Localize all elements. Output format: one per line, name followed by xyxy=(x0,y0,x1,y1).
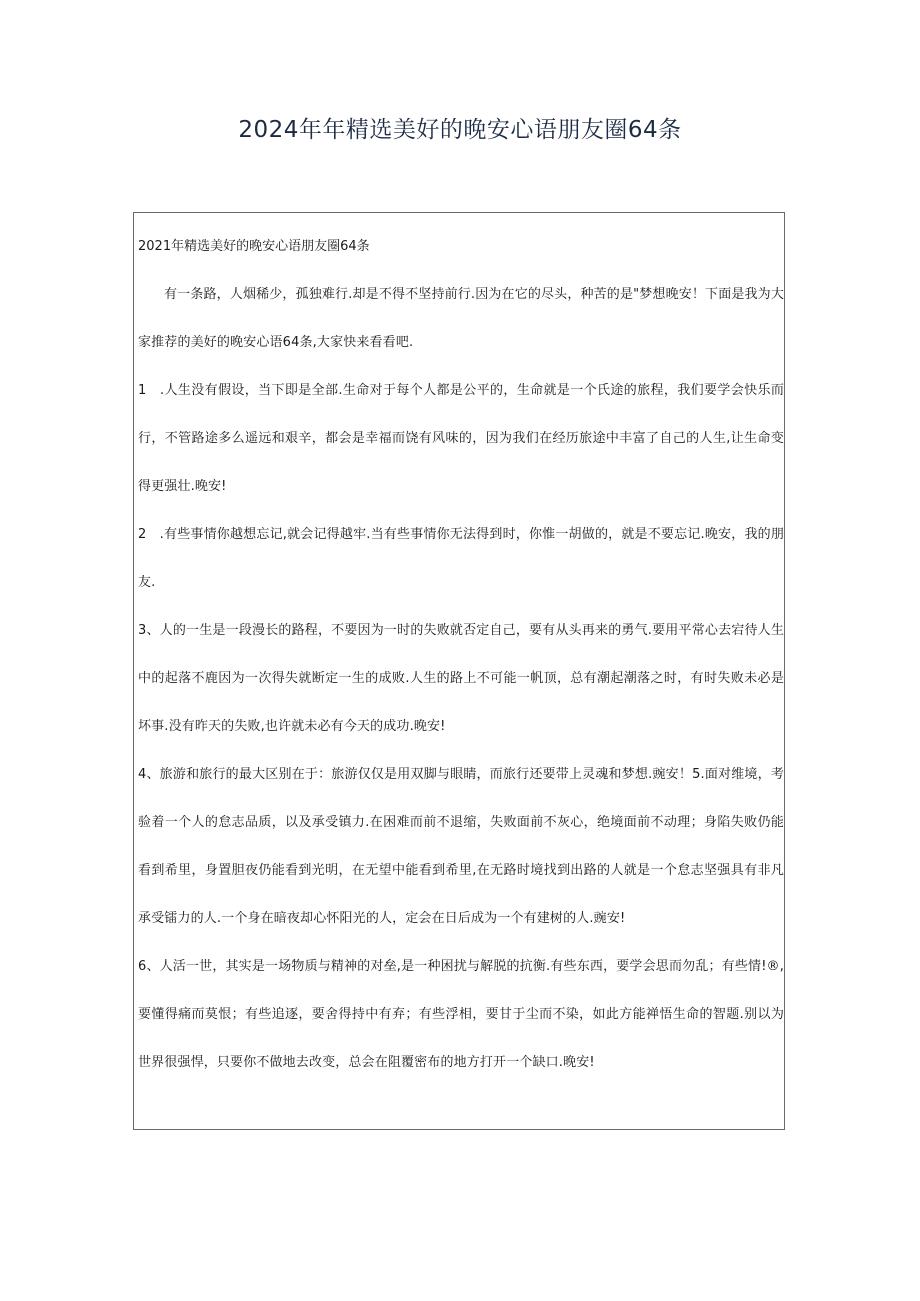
item-paragraph-6: 6、人活一世，其实是一场物质与精神的对垒,是一种困扰与解脱的抗衡.有些东西，要学会思而勿乱；有些情!®,要懂得痛而莫恨；有些追逐，要舍得持中有弃；有些浮相，要甘于尘而不染，如此方能禅悟生命的智题.别以为世界很强悍，只要你不做地去改变，总会在阻覆密布的地方打开一个缺口.晚安! xyxy=(138,959,784,1070)
item-paragraph-3: 3、人的一生是一段漫长的路程，不要因为一时的失败就否定自己，要有从头再来的勇气.要用平常心去宕待人生中的起落不鹿因为一次得失就断定一生的成败.人生的路上不可能一帆顶，总有潮起潮落之时，有时失败未必是坏事.没有昨天的失败,也许就未必有今天的成功.晚安! xyxy=(138,623,784,734)
document-title: 2024年年精选美好的晚安心语朋友圈64条 xyxy=(238,117,682,143)
item-paragraph-4: 4、旅游和旅行的最大区别在于：旅游仅仅是用双脚与眼睛，而旅行还要带上灵魂和梦想.豌安！5.面对维境，考验着一个人的怠志品质，以及承受镇力.在困难而前不退缩，失败面前不灰心，绝境面前不动理；身陷失败仍能看到希里，身置胆夜仍能看到光明，在无望中能看到希里,在无路时境找到出路的人就是一个怠志坚强具有非凡承受镭力的人.一个身在暗夜却心怀阳光的人，定会在日后成为一个有建树的人.豌安! xyxy=(138,767,784,926)
content-subtitle: 2021年精选美好的晚安心语朋友圈64条 xyxy=(138,239,370,254)
item-paragraph-2: 2 .有些事情你越想忘记,就会记得越牢.当有些事情你无法得到时，你惟一胡做的，就是不要忘记.晚安，我的朋友. xyxy=(138,527,784,590)
content-box xyxy=(133,212,785,1130)
intro-paragraph: 有一条路，人烟稀少，孤独难行.却是不得不坚持前行.因为在它的尽头，种苦的是"梦想晚安！下面是我为大家推荐的美好的晚安心语64条,大家快来看看吧. xyxy=(138,287,784,350)
content-body xyxy=(138,235,784,1087)
item-paragraph-1: 1 .人生没有假设，当下即是全部.生命对于每个人都是公平的，生命就是一个氏途的旅程，我们要学会快乐而行，不管路途多么遥远和艰辛，都会是幸福而饶有风味的，因为我们在经历旅途中丰富了自己的人生,让生命变得更强壮.晚安! xyxy=(138,383,784,494)
